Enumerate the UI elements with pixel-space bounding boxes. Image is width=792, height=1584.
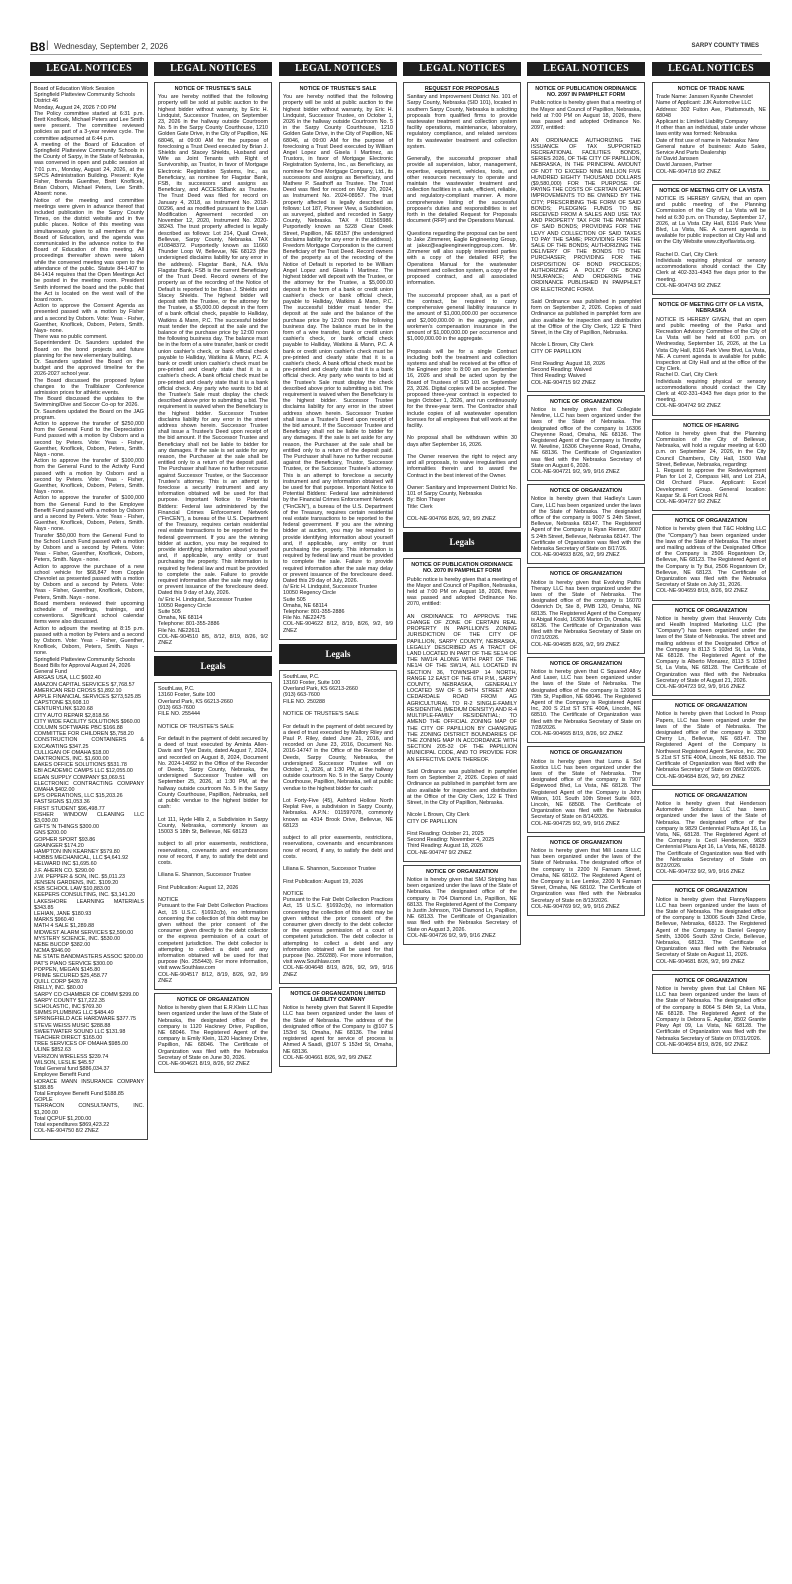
notice-body: Board of Education Work Session Springfield Platteview Community Schools District 46 Monday, August 24, 2026 7:00 PM The Policy committee started at 6:31 p.m. Brett Knoflicek, Michael Peters and Lee Smith were present. The committee reviewed policies as part of a 3-year review cycle. The committee adjourned at 6:44 p.m. A meeting of the Board of Education of Springfield Platteview Community Schools in the County of Sarpy, in the State of Nebraska, was convened in open and public session at 7:01 p.m., Monday, August 24, 2026, at the SPCS Administration Building. Present: Kyle Fisher, Brenda Guenther, Brett Knoflicek, Brian Osborn, Michael Peters, Lee Smith. Absent: none. Notice of the meeting and committee meetings were given in advance thereof that included publication in the Sarpy County Times, on the district website and in five public places. Notice of this meeting was simultaneously given to all members of the Board of Education, and the agenda was communicated in the advance notice to the Board of Education of this meeting. All proceedings thereafter shown were taken while the convened meeting was open to the attendance of the public. Statute 84-1407 to 84-1414 requires that the Open Meetings Act be posted in the meeting room. President Smith informed the board and the public that the Act is located on the west wall of the board room. Action to approve the Consent Agenda as presented passed with a motion by Fisher and a second by Osborn. Vote: Yeas - Fisher, Guenther, Knoflicek, Osborn, Peters, Smith. Nays- none. There was no public comment. Superintendent Dr. Saunders updated the Board on the bond projects and future planning for the new elementary building. Dr. Saunders updated the Board on the budget and the approved timeline for the 2026-2027 school year. The Board discussed the proposed bylaw changes to the Trailblazer Conference admission prices for athletic events. The Board discussed the updates to the Swimming/Dive and Soccer Co-op for 2026. Dr. Saunders updated the Board on the JAG program. Action to approve the transfer of $250,000 from the General Fund to the Depreciation Fund passed with a motion by Osborn and a second by Peters. Vote: Yeas - Fisher, Guenther, Knoflicek, Osborn, Peters, Smith. Nays - none. Action to approve the transfer of $100,000 from the General Fund to the Activity Fund passed with a motion by Osborn and a second by Peters. Vote: Yeas - Fisher, Guenther, Knoflicek, Osborn, Peters, Smith. Nays - none. Action to approve the transfer of $100,000 from the General Fund to the Employee Benefit Fund passed with a motion by Osborn and a second by Peters. Vote: Yeas - Fisher, Guenther, Knoflicek, Osborn, Peters, Smith. Nays - none. Transfer $50,000 from the General Fund to the School Lunch Fund passed with a motion by Osborn and a second by Peters. Vote: Yeas - Fisher, Guenther, Knoflicek, Osborn, Peters, Smith. Nays - none. Action to approve the purchase of a new school vehicle for $68,847 from Copple Chevrolet as presented passed with a motion by Osborn and a second by Peters. Vote: Yeas - Fisher, Guenther, Knoflicek, Osborn, Peters, Smith. Nays - none. Board members reviewed their upcoming schedule of meetings, trainings, and conventions. Significant school calendar items were also discussed. Action to adjourn the meeting at 8:15 p.m. passed with a motion by Peters and a second by Osborn. Vote: Yeas - Fisher, Guenther, Knoflicek, Osborn, Peters, Smith. Nays - none. Springfield Platteview Community Schools Board Bills for Approval August 24, 2026 General Fund AIRGAS USA, LLC $602.40 AMAZON CAPITAL SERVICES $7,768.57 AMERICAN RED CROSS $1,892.10 APPLE FINANCIAL SERVICES $273,525.85 CAPSTONE $3,608.10 CENTURYLINK $120.68 CITY AUTO REPAIR $2,818.56 CITY WIDE FACILITY SOLUTIONS $960.00 COLUMN SOFTWARE PBC $166.88 COMMITTEE FOR CHILDREN $5,758.20 CONSTRUCTION CONTAINERS & EXCAVATING $347.25 CULLIGAN OF OMAHA $18.00 DAKTRONICS, INC. $1,600.00 EAKES OFFICE SOLUTIONS $531.78 EBI ACADEMIC CAMPS LLC $12,055.00 EGAN SUPPLY COMPANY $3,069.51 ELECTRONIC CONTRACTING COMPANY OMAHA $402.00 EPS OPERATIONS, LLC $15,203.26 FASTSIGNS $1,053.36 FIRST STUDENT $96,498.77 FISHER WINDOW CLEANING LLC $3,030.00 GIFTS 'N THINGS $300.00 GNS $200.00 GOPHER SPORT $93.86 GRAINGER $174.20 HAMPTON INN KEARNEY $579.80 HOBBS MECHANICAL, LLC $4,641.92 HELWARD INC $1,695.60 J.F. AHERN CO. $290.00 J.W. PEPPER & SON, INC. $5,011.23 JENSEN GARDENS, INC. $109.20 KSB SCHOOL LAW $10,883.00 KEEPERS CONSULTING, INC. $3,141.20 LAKESHORE LEARNING MATERIALS $343.85 LEHIAN, JANE $180.93 MARKS $960.40 MATH 4 SALE $1,289.88 MIDWEST ALARM SERVICES $2,590.00 MYSTERY SCIENCE, INC. $530.00 NEBE BUCOP $382.00 NCMA $946.00 NE STATE BANDMASTERS ASSOC $200.00 PAT'S PIANO SERVICE $300.00 POPPEN, MEGAN $145.80 PRIME SECURED $25,458.77 QUILL CORP $439.78 RIELLY, INC. $80.00 SARPY CO CHAMBER OF COMM $299.00 SARPY COUNTY $17,222.35 SCHOLASTIC, INC $769.30 SIMMS PLUMBING LLC $484.49 SPRINGFIELD ACE HARDWARE $377.75 STEVE WEISS MUSIC $288.88 SWEETWATER SOUND LLC $131.98 TEACHER DIRECT $165.00 TREE SERVICES OF OMAHA $985.00 ULINE $852.63 VERIZON WIRELESS $239.74 WILSON, LESLIE $45.57 Total General fund $886,034.37 Employee Benefit Fund HORACE MANN INSURANCE COMPANY $188.85 Total Employee Benefit Fund $188.85 GOPLE TERRACON CONSULTANTS, INC. $1,200.00 Total QCPUF $1,200.00 Total expenditures $869,423.22 COL-NE-904750 8/2 ZNEZ (34, 86, 144, 1135)
column-header-6: LEGAL NOTICES (652, 62, 770, 76)
legal-notice (403, 558, 521, 862)
notice-title: REQUEST FOR PROPOSALS (424, 86, 500, 92)
legal-notice (652, 884, 770, 970)
notice-column-4 (403, 82, 521, 1554)
legal-notice (527, 567, 645, 653)
notice-title: NOTICE OF ORGANIZATION (674, 607, 748, 614)
notice-title: NOTICE OF ORGANIZATION (549, 839, 623, 846)
legal-notice (403, 82, 521, 528)
notice-body: Notice is hereby given that Heavenly Cuts and Health Inspired Marketing LLC (the "Company") has been organized under the laws of the State of Nebraska. The street and mailing address of the Designated Office of the Company is 8113 S 103rd St, La Vista, NE 68128. The Registered Agent of the Company is Alberto Monarez, 8113 S 103rd St, La Vista, NE 68128. The Certificate of Organization was filed with the Nebraska Secretary of State of August 21, 2026. COL-NE-904723 9/2, 9/9, 9/16 ZNEZ (656, 615, 766, 691)
notice-title: NOTICE OF ORGANIZATION (549, 660, 623, 667)
notice-title: NOTICE OF TRUSTEE'S SALE (174, 86, 252, 92)
legal-notice (279, 82, 397, 640)
notice-title: NOTICE OF ORGANIZATION (549, 398, 623, 405)
legal-notice (652, 298, 770, 415)
notice-body: Notice is hereby given that Sarent II Expedite LLC has been organized under the laws of the State of Nebraska. The address of the designated office of the Company is @107 S 153rd St, Omaha, NE 68136. The initial registered agent for service of process is Ahmed A Saadi, @107 S 153rd St, Omaha, NE 68136. COL-NE-904661 8/26, 9/2, 9/9 ZNEZ (283, 1005, 393, 1061)
notice-title: NOTICE OF ORGANIZATION (674, 518, 748, 525)
legals-banner: Legals (403, 532, 521, 552)
notice-title: NOTICE OF ORGANIZATION (674, 792, 748, 799)
notice-body: You are hereby notified that the following property will be sold at public auction to the highest bidder without warranty, by Eric H. Lindquist, Successor Trustee, on October 1, 2026 in the hallway outside Courtroom No. 5 in the Sarpy County Courthouse, 1210 Golden Gate Drive, in the City of Papillion, NE 68046, at 09:00 AM for the purpose of foreclosing a Trust Deed executed by William Angel Lopez and Gisela I Martinez, as Trustors, in favor of Mortgage Electronic Registration Systems, Inc., as Beneficiary, as nominee for One Mortgage Company, Ltd., its successors and assigns as Beneficiary, and Mathew P. Saathoff as Trustee. The Trust Deed was filed for record on May 20, 2024, as Instrument No. 2024-08957. The trust property affected is legally described as follows: Lot 187, Pioneer View, a Subdivision, as surveyed, platted and recorded in Sarpy County, Nebraska. TAX # 011565986. Purportedly known as 5228 Clear Creek Street, Papillion, NE 68157 (the undersigned disclaims liability for any error in the address). Freedom Mortgage Corporation is the current Beneficiary of the Trust Deed. Record owners of the property as of the recording of the Notice of Default is reported to be William Angel Lopez and Gisela I Martinez. The highest bidder will deposit with the Trustee, or the attorney for the Trustee, a $5,000.00 deposit in the form of a bank or credit union cashier's check or bank official check, payable to Halliday, Watkins & Mann, P.C. The successful bidder must tender the deposit at the sale and the balance of the purchase price by 12:00 noon the following business day. The balance must be in the form of a wire transfer, bank or credit union cashier's check, or bank official check payable to Halliday, Watkins & Mann, P.C. A bank or credit union cashier's check must be pre-printed and clearly state that it is a cashier's check. A bank official check must be pre-printed and clearly state that it is a bank official check. Any party who wants to bid at the Trustee's Sale must display the check described above prior to submitting a bid. The requirement is waived when the Beneficiary is the highest bidder. Successor Trustee disclaims liability for any error in the street address shown herein. Successor Trustee shall issue a Trustee's Deed upon receipt of the bid amount. If the Successor Trustee and Beneficiary shall not be liable to bidder for any damages. If the sale is set aside for any reason, the Purchaser at the sale shall be entitled only to a return of the deposit paid. The Purchaser shall have no further recourse against the Beneficiary, Trustor, Successor Trustee, or the Successor Trustee's attorney. This is an attempt to foreclose a security instrument and any information obtained will be used for that purpose. Important Notice to Potential Bidders: Federal law administered by the Financial Crimes Enforcement Network ("FinCEN"), a bureau of the U.S. Department of the Treasury, requires certain residential real estate transactions to be reported to the federal government. If you are the winning bidder at auction, you may be required to provide identifying information about yourself and, if applicable, any entity or trust purchasing the property. This information is required by federal law and must be provided to complete the sale. Failure to provide required information after the sale may delay or prevent issuance of the foreclosure deed. Dated this 29 day of July, 2026. /s/ Eric H. Lindquist, Successor Trustee 10050 Regency Circle Suite 505 Omaha, NE 68114 Telephone: 801-355-2886 File No. NE22475 COL-NE-904622 8/12, 8/19, 8/26, 9/2, 9/9 ZNEZ (283, 94, 393, 634)
notice-body: Notice is hereby given that FlannyNappers LLC has been organized under the laws of the State of Nebraska. The designated office of the company is 13006 South 32nd Circle, Bellevue, Nebraska, 68123. The Registered Agent of the Company is Daniel Gregory Smith, 13006 South 32nd Circle, Bellevue, Nebraska, 68123. The Certificate of Organization was filed with the Nebraska Secretary of State on August 11, 2026. COL-NE-904681 8/26, 9/2, 9/9 ZNEZ (656, 896, 766, 965)
legal-notice (279, 670, 397, 984)
notice-title: NOTICE OF TRUSTEE'S SALE (299, 86, 377, 92)
column-header-5: LEGAL NOTICES (527, 62, 645, 76)
notice-body: Public notice is hereby given that a meeting of the Mayor and Council of Papillion, Nebraska, held at 7:00 PM on August 18, 2026, there was passed and adopted Ordinance No. 2097, entitled: AN ORDINANCE AUTHORIZING THE ISSUANCE OF TAX SUPPORTED RECREATIONAL FACILITIES BONDS, SERIES 2026, OF THE CITY OF PAPILLION, NEBRASKA, IN THE PRINCIPAL AMOUNT OF NOT TO EXCEED NINE MILLION FIVE HUNDRED EIGHTY THOUSAND DOLLARS ($9,580,000) FOR THE PURPOSE OF PAYING THE COSTS OF CERTAIN CAPITAL IMPROVEMENTS TO BE OWNED BY THE CITY; PRESCRIBING THE FORM OF SAID BONDS; PLEDGING FUNDS TO BE RECEIVED FROM A SALES AND USE TAX AND PROPERTY TAX FOR THE PAYMENT OF SAID BONDS; PROVIDING FOR THE LEVY AND COLLECTION OF SAID TAXES TO PAY THE SAME; PROVIDING FOR THE SALE OF THE BONDS; AUTHORIZING THE DELIVERY OF THE BONDS TO THE PURCHASER; PROVIDING FOR THE DISPOSITION OF BOND PROCEEDS; AUTHORIZING A POLICY OF BOND INSURANCE; AND ORDERING THE ORDINANCE PUBLISHED IN PAMPHLET OR ELECTRONIC FORM. Said Ordinance was published in pamphlet form on September 2, 2026. Copies of said Ordinance as published in pamphlet form are also available for inspection and distribution at the Office of the City Clerk, 122 E Third Street, in the City of Papillion, Nebraska. Nicole L Brown, City Clerk CITY OF PAPILLION First Reading: August 18, 2026 Second Reading: Waived Third Reading: Waived COL-NE-904715 9/2 ZNEZ (531, 100, 641, 386)
notice-title: NOTICE OF PUBLICATION ORDINANCE NO. 2070 IN PAMPHLET FORM (411, 562, 513, 575)
notice-body: Notice is hereby given that Hadley's Lawn Care, LLC has been organized under the laws of the State of Nebraska. The designated office of the company is 9007 S 24th Street, Bellevue, Nebraska 68147. The Registered Agent of the Company is Ryan Riemer, 9007 S 24th Street, Bellevue, Nebraska 68147. The Certificate of Organization was filed with the Nebraska Secretary of State on 8/17/26. COL-NE-904693 8/26, 9/2, 9/9 ZNEZ (531, 496, 641, 559)
legal-notice (279, 987, 397, 1067)
notice-body: Notice is hereby given that Evolving Paths Therapy LLC has been organized under the laws of the State of Nebraska. The designated office of the company is 16070 Odenrich Dr, Ste 8, PMB 120, Omaha, NE 68135. The Registered Agent of the Company is Abigail Koski, 16306 Marion Dr, Omaha, NE 68136. The Certificate of Organization was filed with the Nebraska Secretary of State on 07/21/2026. COL-NE-904685 8/26, 9/2, 9/9 ZNEZ (531, 579, 641, 648)
notice-column-3 (279, 82, 397, 1554)
notice-title: NOTICE OF ORGANIZATION (176, 997, 250, 1004)
legal-notice (652, 82, 770, 181)
column-header-1: LEGAL NOTICES (30, 62, 148, 76)
notice-title: NOTICE OF ORGANIZATION (674, 977, 748, 984)
notice-body: You are hereby notified that the following property will be sold at public auction to the highest bidder without warranty, by Eric H. Lindquist, Successor Trustee, on September 23, 2026 in the hallway outside Courtroom No. 5 in the Sarpy County Courthouse, 1210 Golden Gate Drive, in the City of Papillion, NE 68046, at 09:00 AM for the purpose of foreclosing a Trust Deed executed by Brian J. Shields and Stacey Shields, Husband and Wife as Joint Tenants with Right of Survivorship, as Trustor, in favor of Mortgage Electronic Registration Systems, Inc., as Beneficiary, as nominee for Flagstar Bank, FSB, its successors and assigns as Beneficiary, and ACCESSBank as Trustee. The Trust Deed was filed for record on January 4, 2018, as Instrument No. 2018-00296, and as modified pursuant to the Loan Modification Agreement recorded on November 12, 2020, Instrument No. 2020-38243. The trust property affected is legally described as follows: Lot 214, Quail Creek, Bellevue, Sarpy County, Nebraska. TAX #10848372. Purportedly known as 11660 Thunder Loop W, Bellevue, NE 68123 (the undersigned disclaims liability for any error in the address). Flagstar Bank, N.A. f/k/a Flagstar Bank, FSB is the current Beneficiary of the Trust Deed. Record owners of the property as of the recording of the Notice of Default is reported to be Brian J. Shields and Stacey Shields. The highest bidder will deposit with the Trustee, or the attorney for the Trustee, a $5,000.00 deposit in the form of a bank official check, payable to Halliday, Watkins & Mann, P.C. The successful bidder must tender the deposit at the sale and the balance of the purchase price by 12:00 noon the following business day. The balance must be in the form of a wire transfer, bank or credit union cashier's check, or bank official check payable to Halliday, Watkins & Mann, P.C. A bank or credit union cashier's check must be pre-printed and clearly state that it is a cashier's check. A bank official check must be pre-printed and clearly state that it is a bank official check. Any party who wants to bid at the Trustee's Sale must display the check described above prior to submitting a bid. The requirement is waived when the Beneficiary is the highest bidder. Successor Trustee disclaims liability for any error in the street address shown herein. Successor Trustee shall issue a Trustee's Deed upon receipt of the bid amount. If the Successor Trustee and Beneficiary shall not be liable to bidder for any damages. If the sale is set aside for any reason, the Purchaser at the sale shall be entitled only to a return of the deposit paid. The Purchaser shall have no further recourse against Successor Trustee, or the Successor Trustee's attorney. This is an attempt to foreclose a security instrument and any information obtained will be used for that purpose. Important Notice to Potential Bidders: Federal law administered by the Financial Crimes Enforcement Network ("FinCEN"), a bureau of the U.S. Department of the Treasury, requires certain residential real estate transactions to be reported to the federal government. If you are the winning bidder at auction, you may be required to provide identifying information about yourself and, if applicable, any entity or trust purchasing the property. This information is required by federal law and must be provided to complete the sale. Failure to provide required information after the sale may delay or prevent issuance of the foreclosure deed. Dated this 9 day of July, 2026. /s/ Eric H. Lindquist, Successor Trustee 10050 Regency Circle Suite 505 Omaha, NE 68114 Telephone: 801-355-2886 File No. NE22611 COL-NE-904510 8/5, 8/12, 8/19, 8/26, 9/2 ZNEZ (158, 94, 268, 647)
column-header-4: LEGAL NOTICES (403, 62, 521, 76)
publication-date: Wednesday, September 2, 2026 (54, 42, 168, 51)
legals-banner: Legals (154, 656, 272, 676)
notice-column-6 (652, 82, 770, 1554)
notice-body: Sanitary and Improvement District No. 101 of Sarpy County, Nebraska (SID 101), located in southern Sarpy County, Nebraska is soliciting proposals from qualified firms to provide wastewater treatment and collection system facility operations, maintenance, laboratory, regulatory compliance, and related services for its wastewater treatment and collection system. Generally, the successful proposer shall provide all supervision, labor, management, expertise, equipment, vehicles, tools, and other resources necessary to operate and maintain the wastewater treatment and collection facilities in a safe, efficient, reliable, and regulatory-compliant manner. A more comprehensive listing of the successful proposer's duties and responsibilities is set forth in the detailed Request for Proposals document (RFP) and the Operations Manual. Questions regarding the proposal can be sent to Jake Zimmerer, Eagle Engineering Group, at jakez@eagleengineeringgroup.com. Mr. Zimmerer will also supply interested parties with a copy of the detailed RFP, the Operations Manual for the wastewater treatment and collection system, a copy of the proposed contract, and all associated information. The successful proposer shall, as a part of the contract, be required to carry comprehensive general liability insurance in the amount of $1,000,000.00 per occurrence and $2,000,000.00 in the aggregate, and workmen's compensation insurance in the amount of $1,000,000.00 per occurrence and $1,000,000.00 in the aggregate. Proposals will be for a single Contract including both the treatment and collection systems and shall be received at the office of the Engineer prior to 8:00 am on September 16, 2026 and shall be acted upon by the Board of Trustees of SID 101 on September 23, 2026. Digital copies will be accepted. The proposed three-year contract is expected to begin October 1, 2026, and run continuously for the three-year term. The Contractor shall include copies of all wastewater operation licenses for all employees that will work at the facility. No proposal shall be withdrawn within 30 days after September 16, 2026. The Owner reserves the right to reject any and all proposals, to waive irregularities and informalities therein and to award the Contract in the best interest of the Owner. Owner: Sanitary and Improvement District No. 101 of Sarpy County, Nebraska By: Blon Thayer Title: Clerk COL-NE-904766 8/26, 9/2, 9/9 ZNEZ (407, 94, 517, 523)
masthead-strip (0, 0, 792, 34)
notice-title: NOTICE OF HEARING (683, 422, 739, 429)
notice-title: NOTICE OF ORGANIZATION (549, 750, 623, 757)
header-separator: | (46, 40, 49, 51)
legal-notice (527, 657, 645, 743)
notice-body: Notice is hereby given that E.R.Klein LLC has been organized under the laws of the State of Nebraska, the designated office of the company is 1120 Hackney Drive, Papillion, NE 68046. The Registered Agent of the company is Emily Klein, 1120 Hackney Drive, Papillion, NE 68046. The Certificate of Organization was filed with the Nebraska Secretary of State on June 30, 2026. COL-NE-904621 8/19, 8/26, 9/2 ZNEZ (158, 1005, 268, 1068)
column-header-2: LEGAL NOTICES (154, 62, 272, 76)
notice-body: Notice is hereby given that Mill Loans LLC has been organized under the laws of the State of Nebraska. The designated office of the company is 2200 N Farnam Street, Omaha, NE 68102. The Registered Agent of the Company is Lee Lemke, 2200 N Farnam Street, Omaha, NE 68102. The Certificate of Organization was filed with the Nebraska Secretary of State on 8/13/2026. COL-NE-904769 9/2, 9/9, 9/16 ZNEZ (531, 847, 641, 910)
header-rule (30, 54, 762, 55)
notice-title: NOTICE OF ORGANIZATION (425, 868, 499, 875)
legal-notice (527, 836, 645, 916)
legal-notice (527, 746, 645, 832)
notice-title: NOTICE OF TRADE NAME (677, 86, 745, 92)
legal-notice (403, 865, 521, 945)
notice-column-2 (154, 82, 272, 1554)
notice-title: NOTICE OF ORGANIZATION (674, 703, 748, 710)
notice-title: NOTICE OF MEETING CITY OF LA VISTA, NEBRASKA (658, 302, 764, 315)
notice-body: Public notice is hereby given that a meeting of the Mayor and Council of Papillion, Nebraska, held at 7:00 PM on August 18, 2026, there was passed and adopted Ordinance No. 2070, entitled: AN ORDINANCE TO APPROVE THE CHANGE OF ZONE OF CERTAIN REAL PROPERTY IN PAPILLION'S ZONING JURISDICTION OF THE CITY OF PAPILLION, SARPY COUNTY, NEBRASKA, LEGALLY DESCRIBED AS A TRACT OF LAND LOCATED IN PART OF THE SE1/4 OF THE NW1/4 ALONG WITH PART OF THE NE1/4 OF THE SW1/4, ALL LOCATED IN SECTION 36, TOWNSHIP 14 NORTH, RANGE 12 EAST OF THE 6TH P.M., SARPY COUNTY, NEBRASKA, GENERALLY LOCATED SW OF S 84TH STREET AND CEDARDALE ROAD FROM AG AGRICULTURAL TO R-2 SINGLE-FAMILY RESIDENTIAL (MEDIUM DENSITY) AND R-4 MULTIPLE-FAMILY RESIDENTIAL; TO AMEND THE OFFICIAL ZONING MAP OF THE CITY OF PAPILLION BY CHANGING THE ZONING DISTRICT BOUNDARIES OF THE ZONING MAP IN ACCORDANCE WITH SECTION 205-32 OF THE PAPILLION MUNICIPAL CODE, AND TO PROVIDE FOR AN EFFECTIVE DATE THEREOF. Said Ordinance was published in pamphlet form on September 2, 2026. Copies of said Ordinance as published in pamphlet form are also available for inspection and distribution at the Office of the City Clerk, 122 E Third Street, in the City of Papillion, Nebraska. Nicole L Brown, City Clerk CITY OF PAPILLION First Reading: October 21, 2025 Second Reading: November 4, 2025 Third Reading: August 18, 2026 COL-NE-904747 9/2 ZNEZ (407, 576, 517, 856)
legal-notice (652, 514, 770, 600)
notice-body: SouthLaw, P.C. 13160 Foster, Suite 100 Overland Park, KS 66213-2660 (913) 663-7600 FILE NO. 250288 NOTICE OF TRUSTEE'S SALE For default in the payment of debt secured by a deed of trust executed by Mallory Riley and Paul P. Riley, dated June 21, 2016, and recorded on June 23, 2016, Document No. 2016-14747 in the Office of the Recorder of Deeds, Sarpy County, Nebraska, the undersigned Successor Trustee will on October 1, 2026, at 1:30 PM, at the hallway outside courtroom No. 5 in the Sarpy County Courthouse, Papillion, Nebraska, sell at public vendue to the highest bidder for cash: Lot Forty-Five (45), Ashford Hollow North Replat Five, a subdivision in Sarpy County, Nebraska. A.P.N.: 011597078, commonly known as 4314 Brook Drive, Bellevue, NE 68123 subject to all prior easements, restrictions, reservations, covenants and encumbrances now of record, if any, to satisfy the debt and costs. Liliana E. Shannon, Successor Trustee First Publication: August 19, 2026 NOTICE Pursuant to the Fair Debt Collection Practices Act, 15 U.S.C. §1692c(b), no information concerning the collection of this debt may be given without the prior consent of the consumer given directly to the debt collector or the express permission of a court of competent jurisdiction. The debt collector is attempting to collect a debt and any information obtained will be used for that purpose (No. 250288). For more information, visit www.Southlaw.com COL-NE-904648 8/19, 8/26, 9/2, 9/9, 9/16 ZNEZ (283, 673, 393, 978)
notice-body: SouthLaw, P.C. 13160 Foster, Suite 100 Overland Park, KS 66213-2660 (913) 663-7600 FILE NO. 255444 NOTICE OF TRUSTEE'S SALE For default in the payment of debt secured by a deed of trust executed by Aminta Allen-Davis and Tyler Davis, dated August 7, 2024, and recorded on August 8, 2024, Document No. 2024-14092 in the Office of the Recorder of Deeds, Sarpy County, Nebraska, the undersigned Successor Trustee will on September 25, 2026, at 1:30 PM, at the hallway outside courtroom No. 5 in the Sarpy County Courthouse, Papillion, Nebraska, sell at public vendue to the highest bidder for cash: Lot 111, Hyde Hills 2, a Subdivision in Sarpy County, Nebraska, commonly known as 15003 S 18th St, Bellevue, NE 68123 subject to all prior easements, restrictions, reservations, covenants and encumbrances now of record, if any, to satisfy the debt and costs. Liliana E. Shannon, Successor Trustee First Publication: August 12, 2026 NOTICE Pursuant to the Fair Debt Collection Practices Act, 15 U.S.C. §1692c(b), no information concerning the collection of this debt may be given without the prior consent of the consumer given directly to the debt collector or the express permission of a court of competent jurisdiction. The debt collector is attempting to collect a debt and any information obtained will be used for that purpose (No. 255443). For more information, visit www.Southlaw.com COL-NE-904517 8/12, 8/19, 8/26, 9/2, 9/9 ZNEZ (158, 686, 268, 984)
notice-title: NOTICE OF ORGANIZATION (549, 571, 623, 578)
notice-title: NOTICE OF ORGANIZATION (549, 488, 623, 495)
notice-title: NOTICE OF ORGANIZATION LIMITED LIABILITY COMPANY (290, 990, 386, 1004)
legal-notice (527, 484, 645, 564)
notice-body: Notice is hereby given that Lumo & Sol Exotics LLC has been organized under the laws of the State of Nebraska. The designated office of the company is 7907 Edgewood Blvd, La Vista, NE 68128. The Registered Agent of the Company is John Wilson, 101 South 10th Street Suite 603, Lincoln, NE 68508. The Certificate of Organization was filed with the Nebraska Secretary of State on 8/14/2026. COL-NE-904725 9/2, 9/9, 9/16 ZNEZ (531, 758, 641, 827)
notice-body: Notice is hereby given that Collegiate Newline, LLC has been organized under the laws of the State of Nebraska. The designated office of the company is 16306 Cheyenne Road, Omaha, NE 68136. The Registered Agent of the Company is Timothy W. Newline, 16306 Cheyenne Road, Omaha, NE 68136. The Certificate of Organization was filed with the Nebraska Secretary of State on August 6, 2026. COL-NE-904721 9/2, 9/9, 9/16 ZNEZ (531, 406, 641, 475)
section-name: SARPY COUNTY TIMES (691, 43, 759, 49)
notice-body: Trade Name: Janssen Kyanite Chevrolet Name of Applicant: JJK Automotive LLC Address: 302 Fulton Ave, Plattsmouth, NE 68048 Applicant is: Limited Liability Company If other than an individual, state under whose laws entity was formed: Nebraska Date of first use of name in Nebraska: New General nature of business: Auto Sales, Service And Parts Dealership /s/ David Janssen David Janssen, Partner COL-NE-904718 9/2 ZNEZ (656, 94, 766, 175)
notice-title: NOTICE OF MEETING CITY OF LA VISTA (659, 187, 763, 194)
legal-notice (527, 82, 645, 392)
notice-body: Notice is hereby given that Lal Chiken NE LLC has been organized under the laws of the State of Nebraska. The designated office of the company is 8064 S 84th St, La Vista, NE 68128. The Registered Agent of the Company is Debora E. Aguilar, 8502 Granite Pkwy Apt 09, La Vista, NE 68128. The Certificate of Organization was filed with the Nebraska Secretary of State on 07/31/2026. COL-NE-904654 8/19, 8/26, 9/2 ZNEZ (656, 985, 766, 1048)
legals-banner: Legals (279, 644, 397, 664)
page-number: B8 (30, 40, 46, 54)
column-header-3: LEGAL NOTICES (279, 62, 397, 76)
legal-notice (652, 974, 770, 1054)
notice-body: Notice is hereby given that Henderson Automotive Solutions LLC has been organized under the laws of the State of Nebraska. The designated office of the company is 9829 Centennial Plaza Apt 16, La Vista, NE, 68128. The Registered Agent of the Company is Cecil Henderson, 9829 Centennial Plaza Apt 16, La Vista, NE, 68128. The Certificate of Organization was filed with the Nebraska Secretary of State on 8/22/2026. COL-NE-904732 9/2, 9/9, 9/16 ZNEZ (656, 800, 766, 876)
notice-body: Notice is hereby given that T&C Holding LLC (the "Company") has been organized under the laws of the State of Nebraska. The street and mailing address of the Designated Office of the Company is 2506 Rogantown Dr, Bellevue, NE 68123. The Registered Agent of the Company is Ty Bui, 2506 Rogantown Dr, Bellevue, NE 68123. The Certificate of Organization was filed with the Nebraska Secretary of State on July 31, 2026. COL-NE-904659 8/19, 8/26, 9/2 ZNEZ (656, 526, 766, 595)
legal-notice (527, 395, 645, 481)
notice-body: NOTICE IS HEREBY GIVEN, that an open and public meeting of the Planning Commission of the City of La Vista will be held at 6:30 p.m. on Thursday, September 17, 2026, at La Vista City Hall, 8116 Park View Blvd, La Vista, NE. A current agenda is available for public inspection at City Hall and on the City Website www.cityoflavista.org. Rachel D. Carl, City Clerk Individuals requiring physical or sensory accommodations should contact the City Clerk at 402-331-4343 five days prior to the meeting. COL-NE-904743 9/2 ZNEZ (656, 196, 766, 289)
notice-body: NOTICE IS HEREBY GIVEN, that an open and public meeting of the Parks and Recreation Advisory Committee of the City of La Vista will be held at 6:00 p.m. on Wednesday, September 16, 2026, at the La Vista City Hall, 8116 Park View Blvd, La Vista, NE. A current agenda is available for public inspection at City Hall and at the office of the City Clerk. Rachel D. Carl, City Clerk Individuals requiring physical or sensory accommodations should contact the City Clerk at 402-331-4343 five days prior to the meeting. COL-NE-904742 9/2 ZNEZ (656, 316, 766, 410)
legal-notice (154, 682, 272, 990)
legal-notice (652, 789, 770, 882)
legal-notice (30, 82, 148, 1140)
legal-notice (652, 604, 770, 697)
notice-column-5 (527, 82, 645, 1554)
legal-notice (652, 699, 770, 785)
legal-notice (652, 419, 770, 512)
legal-notice (154, 82, 272, 652)
notice-body: Notice is hereby given that SMJ Striping has been organized under the laws of the State of Nebraska. The designated office of the company is 704 Diamond Ln, Papillion, NE 68133. The Registered Agent of the Company is Justin Johnson, 704 Diamond Ln, Papillion, NE 68133. The Certificate of Organization was filed with the Nebraska Secretary of State on August 3, 2026. COL-NE-904726 9/2, 9/9, 9/16 ZNEZ (407, 876, 517, 939)
notice-body: Notice is hereby given that C Squared Alloy And Laser, LLC has been organized under the laws of the State of Nebraska. The designated office of the company is 12008 S 79th St, Papillion, NE 68046. The Registered Agent of the Company is Registered Agent Inc, 200 S 21st ST STE 400A, Lincoln, NE 68510. The Certificate of Organization was filed with the Nebraska Secretary of State on 7/28/2026. COL-NE-904665 8/19, 8/26, 9/2 ZNEZ (531, 669, 641, 738)
legal-notice (154, 993, 272, 1073)
legal-notice (652, 184, 770, 295)
notice-column-1 (30, 82, 148, 1554)
notice-title: NOTICE OF ORGANIZATION (674, 888, 748, 895)
notice-title: NOTICE OF PUBLICATION ORDINANCE NO. 2097 IN PAMPHLET FORM (535, 86, 637, 99)
notice-body: Notice is hereby given that Locked In Prosp Papers, LLC has been organized under the laws of the State of Nebraska. The designated office of the company is 3330 Cherry Ln, Bellevue, NE 68147. The Registered Agent of the Company is Northwest Registered Agent Service, Inc. 200 S 21st ST STE 400A, Lincoln, NE 68510. The Certificate of Organization was filed with the Nebraska Secretary of State on 08/02/2026. COL-NE-904684 8/26, 9/2, 9/9 ZNEZ (656, 711, 766, 780)
notice-body: Notice is hereby given that the Planning Commission of the City of Bellevue, Nebraska, will hold a regular meeting at 6:00 p.m. on September 24, 2026, in the City Council Chambers, City Hall, 1500 Wall Street, Bellevue, Nebraska, regarding: 1. Request to approve the Redevelopment Plan for Lot 2, Compass Hill, and Lot 21A, Old Orchard Place. Applicant: Excel Development Group. General location: Kaspar St. & Fort Crook Rd N. COL-NE-904727 9/2 ZNEZ (656, 430, 766, 505)
